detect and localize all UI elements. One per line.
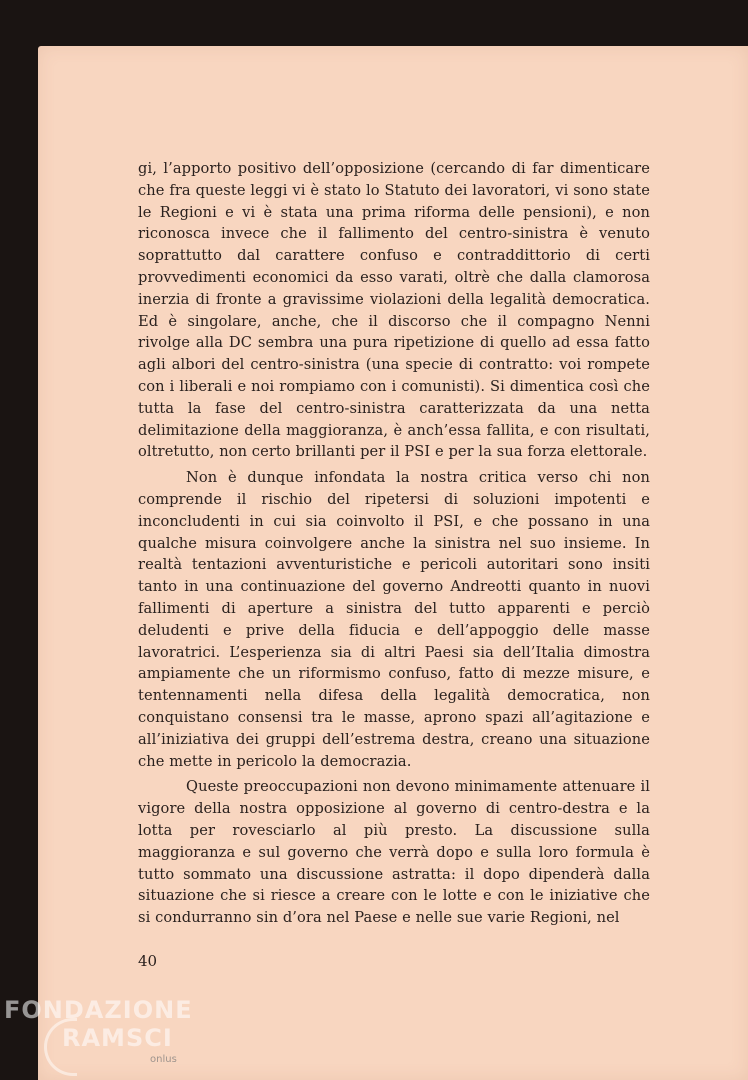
- watermark-line-3: onlus: [150, 1054, 177, 1065]
- watermark-logo: [0, 994, 200, 1080]
- watermark-line-2: RAMSCI: [62, 1024, 173, 1052]
- paragraph-1: gi, l’apporto positivo dell’opposizione (cercando di far dimenticare che fra queste leggi vi è stato lo Statuto dei lavoratori, vi sono state le Regioni e vi è stata una prima riforma delle pensioni), e non riconosca invece che il fallimento del centro-sinistra è venuto soprattutto dal carattere confuso e contraddittorio di certi provvedimenti economici da esso varati, oltrè che dalla clamorosa inerzia di fronte a gravissime violazioni della legalità democratica. Ed è singolare, anche, che il discorso che il compagno Nenni rivolge alla DC sembra una pura ripetizione di quello ad essa fatto agli albori del centro-sinistra (una specie di contratto: voi rompete con i liberali e noi rompiamo con i comunisti). Si dimentica così che tutta la fase del centro-sinistra caratterizzata da una netta delimitazione della maggioranza, è anch’essa fallita, e con risultati, oltretutto, non certo brillanti per il PSI e per la sua forza elettorale.: [138, 160, 650, 461]
- body-text: [138, 158, 650, 929]
- paragraph-3: Queste preoccupazioni non devono minimamente attenuare il vigore della nostra opposizione al governo di centro-destra e la lotta per rovesciarlo al più presto. La discussione sulla maggioranza e sul governo che verrà dopo e sulla loro formula è tutto sommato una discussione astratta: il dopo dipenderà dalla situazione che si riesce a creare con le lotte e con le iniziative che si condurranno sin d’ora nel Paese e nelle sue varie Regioni, nel: [138, 778, 650, 927]
- page-number: 40: [138, 952, 158, 970]
- book-page: [38, 46, 748, 1080]
- watermark-line-1: FONDAZIONE: [4, 996, 193, 1024]
- paragraph-2: Non è dunque infondata la nostra critica verso chi non comprende il rischio del ripetersi di soluzioni impotenti e inconcludenti in cui sia coinvolto il PSI, e che possano in una qualche misura coinvolgere anche la sinistra nel suo insieme. In realtà tentazioni avventuristiche e pericoli autoritari sono insiti tanto in una continuazione del governo Andreotti quanto in nuovi fallimenti di aperture a sinistra del tutto apparenti e perciò deludenti e prive della fiducia e dell’appoggio delle masse lavoratrici. L’esperienza sia di altri Paesi sia dell’Italia dimostra ampiamente che un riformismo confuso, fatto di mezze misure, e tentennamenti nella difesa della legalità democratica, non conquistano consensi tra le masse, aprono spazi all’agitazione e all’iniziativa dei gruppi dell’estrema destra, creano una situazione che mette in pericolo la democrazia.: [138, 469, 650, 770]
